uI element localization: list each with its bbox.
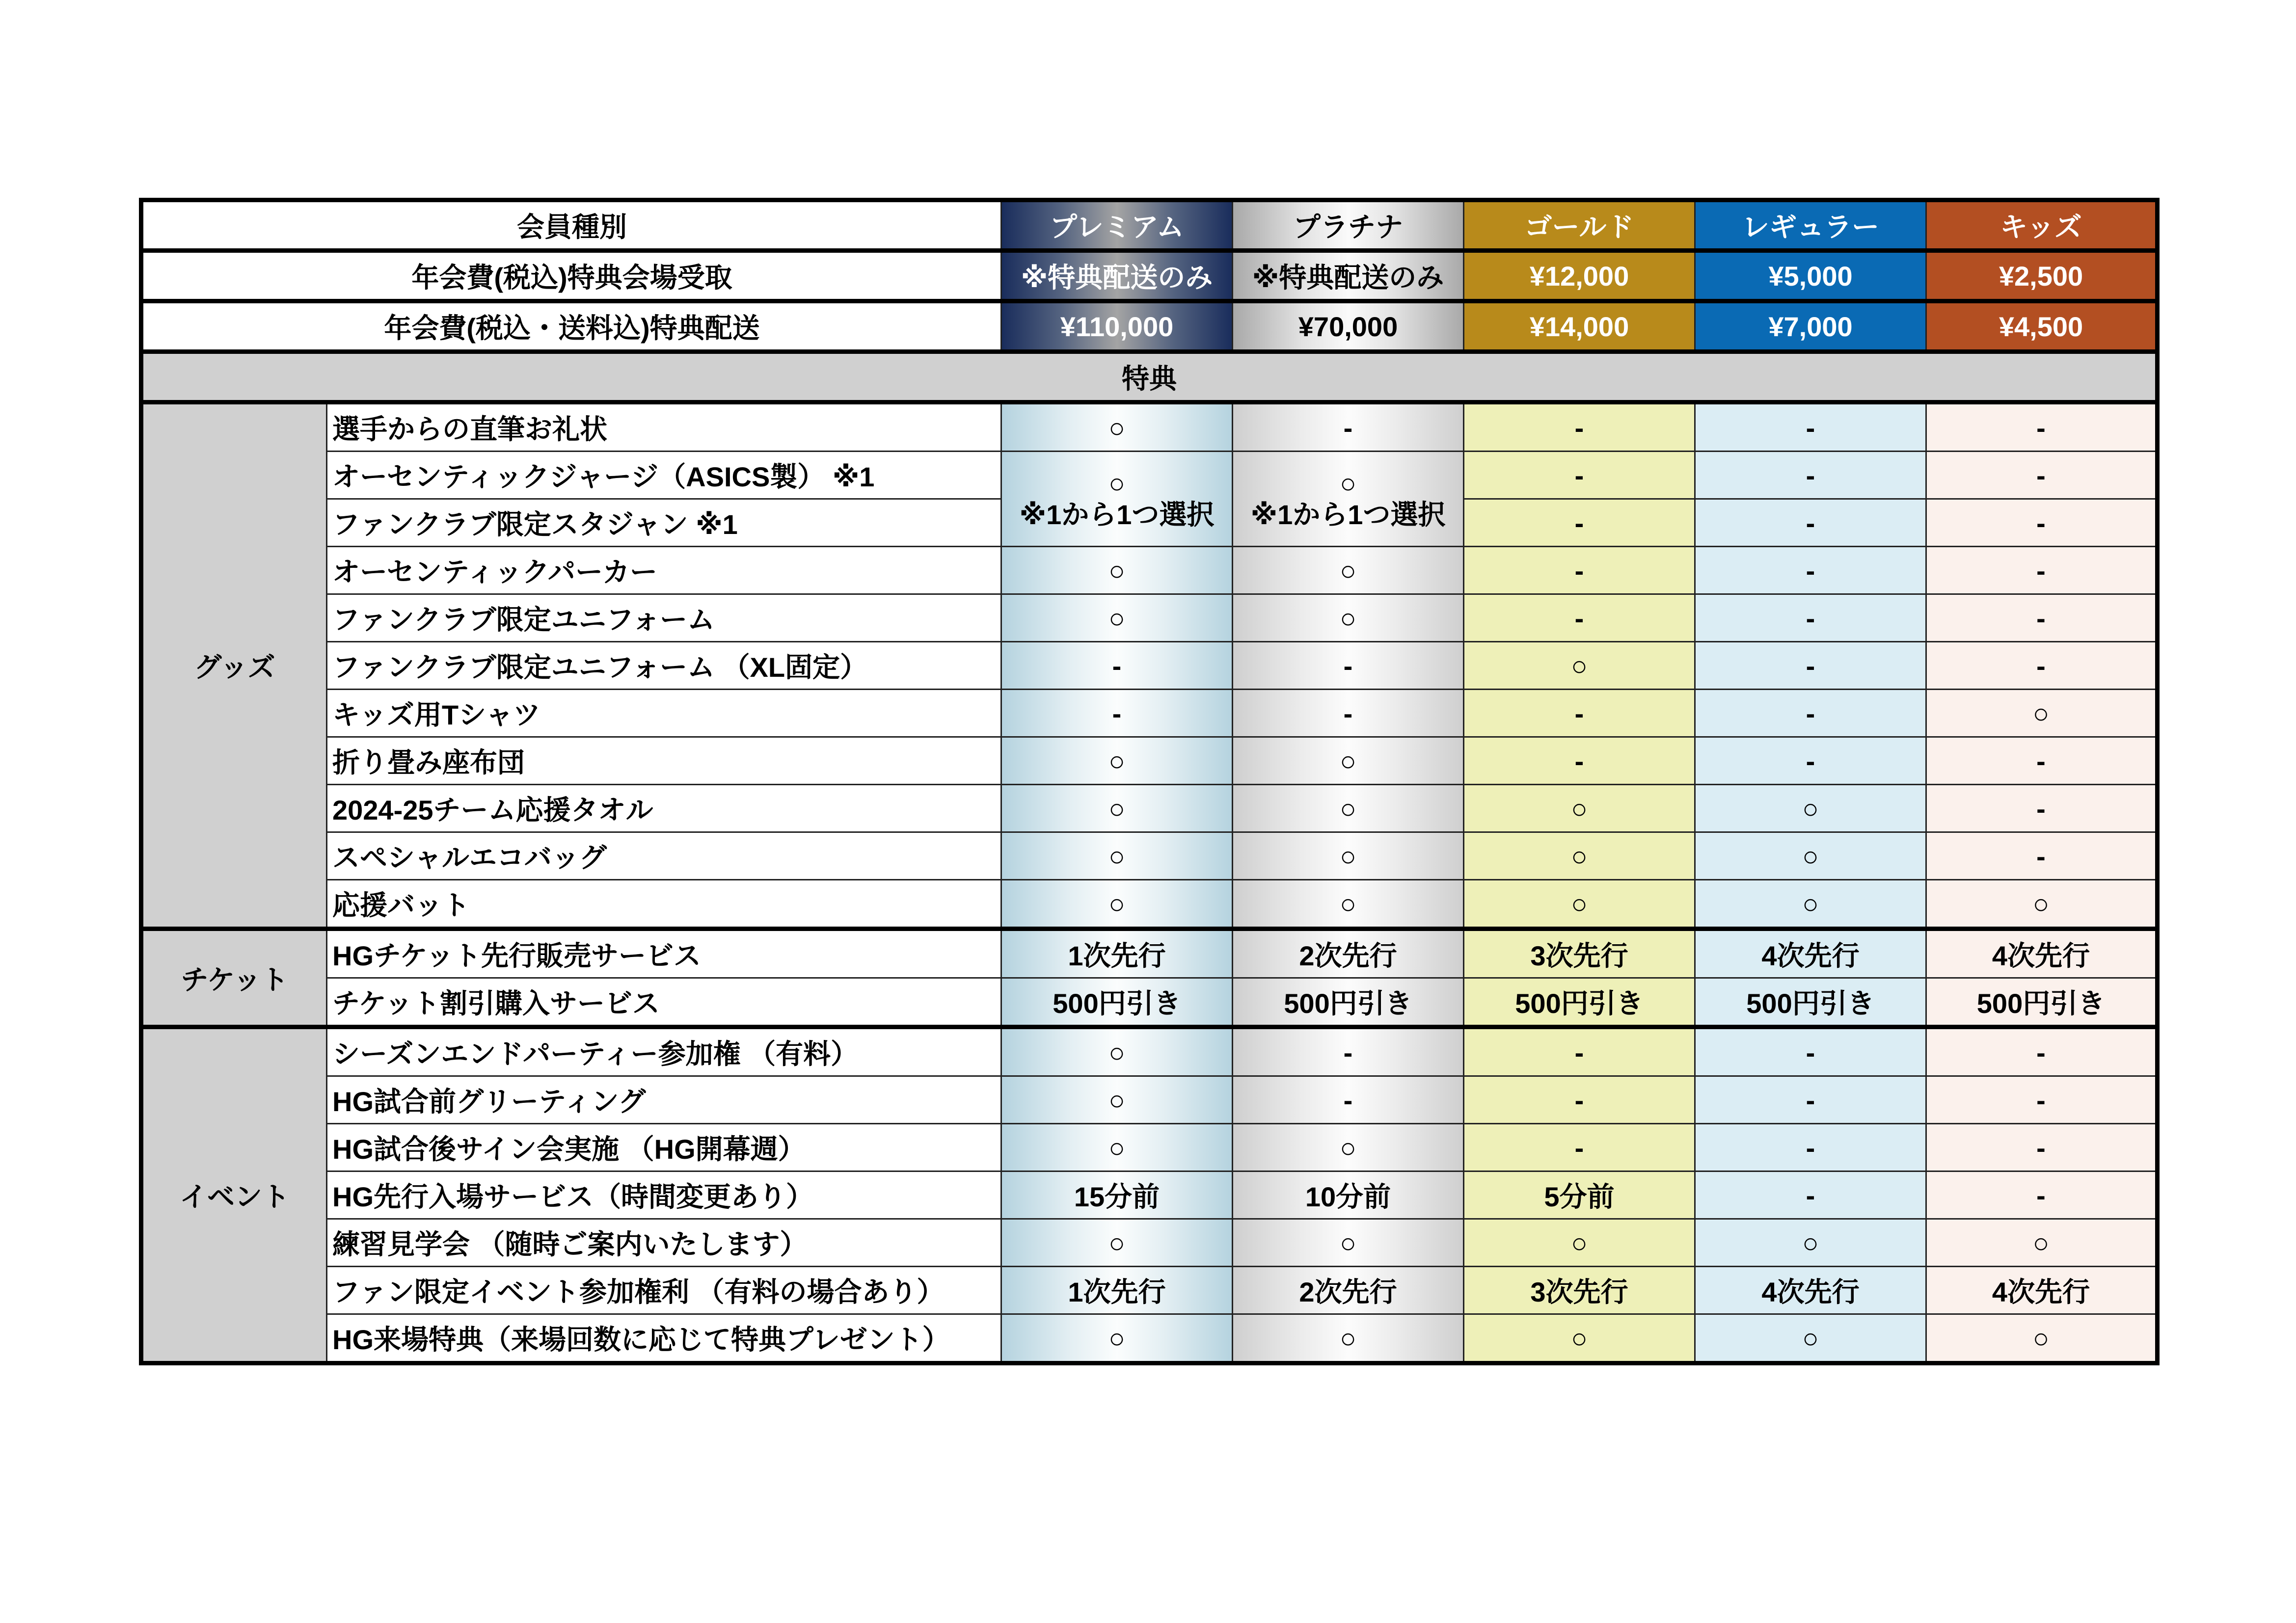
table-row	[141, 1171, 2158, 1219]
benefit-kids: ○	[1926, 690, 2158, 737]
benefit-gold: -	[1464, 690, 1695, 737]
fee-venue-regular: ¥5,000	[1695, 251, 1926, 301]
fee-delivery-gold: ¥14,000	[1464, 301, 1695, 352]
benefit-gold: -	[1464, 1027, 1695, 1076]
benefit-kids: -	[1926, 452, 2158, 499]
benefit-regular: 4次先行	[1695, 929, 1926, 978]
benefit-kids: -	[1926, 499, 2158, 547]
benefit-premium: ○	[1001, 737, 1233, 785]
benefit-gold: -	[1464, 499, 1695, 547]
benefit-premium: 1次先行	[1001, 1267, 1233, 1314]
row-label-member-type: 会員種別	[141, 200, 1001, 251]
benefit-platinum: ○	[1233, 737, 1464, 785]
table-row	[141, 785, 2158, 832]
fee-venue-row	[141, 251, 2158, 301]
benefit-kids: -	[1926, 832, 2158, 880]
fee-delivery-row	[141, 301, 2158, 352]
benefit-platinum: ○	[1233, 1314, 1464, 1363]
benefit-kids: ○	[1926, 1219, 2158, 1267]
benefit-item: オーセンティックパーカー	[327, 547, 1001, 594]
benefit-item: チケット割引購入サービス	[327, 978, 1001, 1027]
benefit-premium: 1次先行	[1001, 929, 1233, 978]
benefit-regular: -	[1695, 402, 1926, 452]
benefit-gold: 5分前	[1464, 1171, 1695, 1219]
fee-venue-kids: ¥2,500	[1926, 251, 2158, 301]
benefit-platinum: ○	[1233, 880, 1464, 929]
benefit-premium: ○	[1001, 1027, 1233, 1076]
benefit-premium: ○	[1001, 547, 1233, 594]
benefit-regular: -	[1695, 452, 1926, 499]
benefit-item: ファンクラブ限定ユニフォーム	[327, 594, 1001, 642]
benefit-item: HG来場特典（来場回数に応じて特典プレゼント）	[327, 1314, 1001, 1363]
table-row	[141, 547, 2158, 594]
benefit-premium: 15分前	[1001, 1171, 1233, 1219]
benefit-item: ファンクラブ限定スタジャン ※1	[327, 499, 1001, 547]
benefit-kids: -	[1926, 642, 2158, 690]
benefit-platinum: ○	[1233, 785, 1464, 832]
benefit-platinum: -	[1233, 690, 1464, 737]
benefit-kids: ○	[1926, 880, 2158, 929]
benefit-platinum: ○	[1233, 832, 1464, 880]
benefit-kids: -	[1926, 594, 2158, 642]
benefit-item: 応援バット	[327, 880, 1001, 929]
benefit-item: ファン限定イベント参加権利 （有料の場合あり）	[327, 1267, 1001, 1314]
merged-note: ※1から1つ選択	[1019, 499, 1215, 530]
benefit-premium: ○	[1001, 832, 1233, 880]
benefit-regular: ○	[1695, 832, 1926, 880]
benefit-regular: -	[1695, 547, 1926, 594]
benefit-premium: 500円引き	[1001, 978, 1233, 1027]
fee-delivery-regular: ¥7,000	[1695, 301, 1926, 352]
benefit-item: 選手からの直筆お礼状	[327, 402, 1001, 452]
benefit-regular: -	[1695, 690, 1926, 737]
category-1: チケット	[141, 929, 327, 1027]
tier-kids: キッズ	[1926, 200, 2158, 251]
benefit-gold: -	[1464, 1124, 1695, 1171]
fee-venue-premium: ※特典配送のみ	[1001, 251, 1233, 301]
section-title-benefits: 特典	[141, 352, 2158, 402]
row-label-fee-delivery: 年会費(税込・送料込)特典配送	[141, 301, 1001, 352]
benefit-regular: ○	[1695, 785, 1926, 832]
benefit-platinum: ○	[1233, 594, 1464, 642]
benefit-item: HG試合後サイン会実施 （HG開幕週）	[327, 1124, 1001, 1171]
table-row	[141, 642, 2158, 690]
benefit-item: 折り畳み座布団	[327, 737, 1001, 785]
benefit-platinum: -	[1233, 642, 1464, 690]
benefit-platinum: 2次先行	[1233, 1267, 1464, 1314]
tier-regular: レギュラー	[1695, 200, 1926, 251]
row-label-fee-venue: 年会費(税込)特典会場受取	[141, 251, 1001, 301]
benefit-gold: ○	[1464, 785, 1695, 832]
table-row	[141, 929, 2158, 978]
benefit-item: HGチケット先行販売サービス	[327, 929, 1001, 978]
circle-mark: ○	[1340, 467, 1356, 499]
table-row	[141, 880, 2158, 929]
merged-note: ※1から1つ選択	[1250, 499, 1446, 530]
benefit-regular: ○	[1695, 880, 1926, 929]
benefit-premium: ○	[1001, 785, 1233, 832]
benefit-kids: -	[1926, 1124, 2158, 1171]
benefit-premium	[1001, 452, 1233, 547]
benefit-gold: -	[1464, 737, 1695, 785]
benefit-kids: 500円引き	[1926, 978, 2158, 1027]
table-row	[141, 1219, 2158, 1267]
benefit-gold: -	[1464, 547, 1695, 594]
benefit-premium: ○	[1001, 1076, 1233, 1124]
benefit-premium: ○	[1001, 402, 1233, 452]
benefit-platinum: -	[1233, 1076, 1464, 1124]
benefit-item: 2024-25チーム応援タオル	[327, 785, 1001, 832]
benefit-regular: 500円引き	[1695, 978, 1926, 1027]
benefit-premium: ○	[1001, 880, 1233, 929]
benefit-gold: 3次先行	[1464, 929, 1695, 978]
benefit-premium: ○	[1001, 1314, 1233, 1363]
benefit-gold: 3次先行	[1464, 1267, 1695, 1314]
benefit-regular: -	[1695, 1076, 1926, 1124]
membership-benefits-table	[139, 198, 2160, 1365]
tier-name-row	[141, 200, 2158, 251]
benefit-kids: -	[1926, 1027, 2158, 1076]
benefit-regular: -	[1695, 1124, 1926, 1171]
table-row	[141, 978, 2158, 1027]
table-row	[141, 594, 2158, 642]
benefit-regular: -	[1695, 499, 1926, 547]
benefit-item: 練習見学会 （随時ご案内いたします）	[327, 1219, 1001, 1267]
table-row	[141, 1314, 2158, 1363]
benefit-item: オーセンティックジャージ（ASICS製） ※1	[327, 452, 1001, 499]
table-row	[141, 452, 2158, 499]
benefit-kids: -	[1926, 402, 2158, 452]
fee-venue-platinum: ※特典配送のみ	[1233, 251, 1464, 301]
benefit-platinum: ○	[1233, 1124, 1464, 1171]
fee-delivery-premium: ¥110,000	[1001, 301, 1233, 352]
table-row	[141, 737, 2158, 785]
benefit-regular: ○	[1695, 1314, 1926, 1363]
benefit-premium: -	[1001, 690, 1233, 737]
circle-mark: ○	[1108, 467, 1125, 499]
benefit-kids: 4次先行	[1926, 1267, 2158, 1314]
benefit-item: スペシャルエコバッグ	[327, 832, 1001, 880]
category-0: グッズ	[141, 402, 327, 929]
benefit-regular: -	[1695, 1171, 1926, 1219]
benefit-platinum: 500円引き	[1233, 978, 1464, 1027]
benefit-regular: -	[1695, 1027, 1926, 1076]
benefit-gold: ○	[1464, 880, 1695, 929]
benefit-gold: 500円引き	[1464, 978, 1695, 1027]
benefit-regular: -	[1695, 594, 1926, 642]
benefit-gold: -	[1464, 452, 1695, 499]
fee-delivery-kids: ¥4,500	[1926, 301, 2158, 352]
section-row	[141, 352, 2158, 402]
benefit-kids: -	[1926, 1171, 2158, 1219]
benefit-gold: -	[1464, 1076, 1695, 1124]
fee-venue-gold: ¥12,000	[1464, 251, 1695, 301]
tier-premium: プレミアム	[1001, 200, 1233, 251]
table-row	[141, 690, 2158, 737]
benefit-regular: 4次先行	[1695, 1267, 1926, 1314]
benefit-item: シーズンエンドパーティー参加権 （有料）	[327, 1027, 1001, 1076]
benefit-gold: ○	[1464, 832, 1695, 880]
table-row	[141, 832, 2158, 880]
benefit-premium: -	[1001, 642, 1233, 690]
table-row	[141, 1076, 2158, 1124]
benefit-gold: -	[1464, 402, 1695, 452]
benefit-kids: -	[1926, 547, 2158, 594]
benefit-item: キッズ用Tシャツ	[327, 690, 1001, 737]
benefit-premium: ○	[1001, 1219, 1233, 1267]
fee-delivery-platinum: ¥70,000	[1233, 301, 1464, 352]
benefit-platinum: 2次先行	[1233, 929, 1464, 978]
benefit-kids: -	[1926, 785, 2158, 832]
benefit-kids: -	[1926, 1076, 2158, 1124]
benefit-kids: -	[1926, 737, 2158, 785]
benefit-platinum	[1233, 452, 1464, 547]
tier-platinum: プラチナ	[1233, 200, 1464, 251]
benefit-platinum: -	[1233, 402, 1464, 452]
benefit-kids: 4次先行	[1926, 929, 2158, 978]
benefit-platinum: -	[1233, 1027, 1464, 1076]
table-row	[141, 402, 2158, 452]
table-row	[141, 1267, 2158, 1314]
benefit-gold: -	[1464, 594, 1695, 642]
table-row	[141, 1027, 2158, 1076]
benefit-premium: ○	[1001, 594, 1233, 642]
benefit-gold: ○	[1464, 642, 1695, 690]
benefit-regular: -	[1695, 642, 1926, 690]
benefit-platinum: 10分前	[1233, 1171, 1464, 1219]
benefit-gold: ○	[1464, 1314, 1695, 1363]
benefit-item: HG先行入場サービス（時間変更あり）	[327, 1171, 1001, 1219]
benefit-regular: -	[1695, 737, 1926, 785]
benefit-gold: ○	[1464, 1219, 1695, 1267]
benefit-platinum: ○	[1233, 547, 1464, 594]
category-2: イベント	[141, 1027, 327, 1363]
benefit-platinum: ○	[1233, 1219, 1464, 1267]
tier-gold: ゴールド	[1464, 200, 1695, 251]
table-row	[141, 1124, 2158, 1171]
benefit-item: HG試合前グリーティング	[327, 1076, 1001, 1124]
benefit-item: ファンクラブ限定ユニフォーム （XL固定）	[327, 642, 1001, 690]
benefit-regular: ○	[1695, 1219, 1926, 1267]
benefit-premium: ○	[1001, 1124, 1233, 1171]
benefit-kids: ○	[1926, 1314, 2158, 1363]
